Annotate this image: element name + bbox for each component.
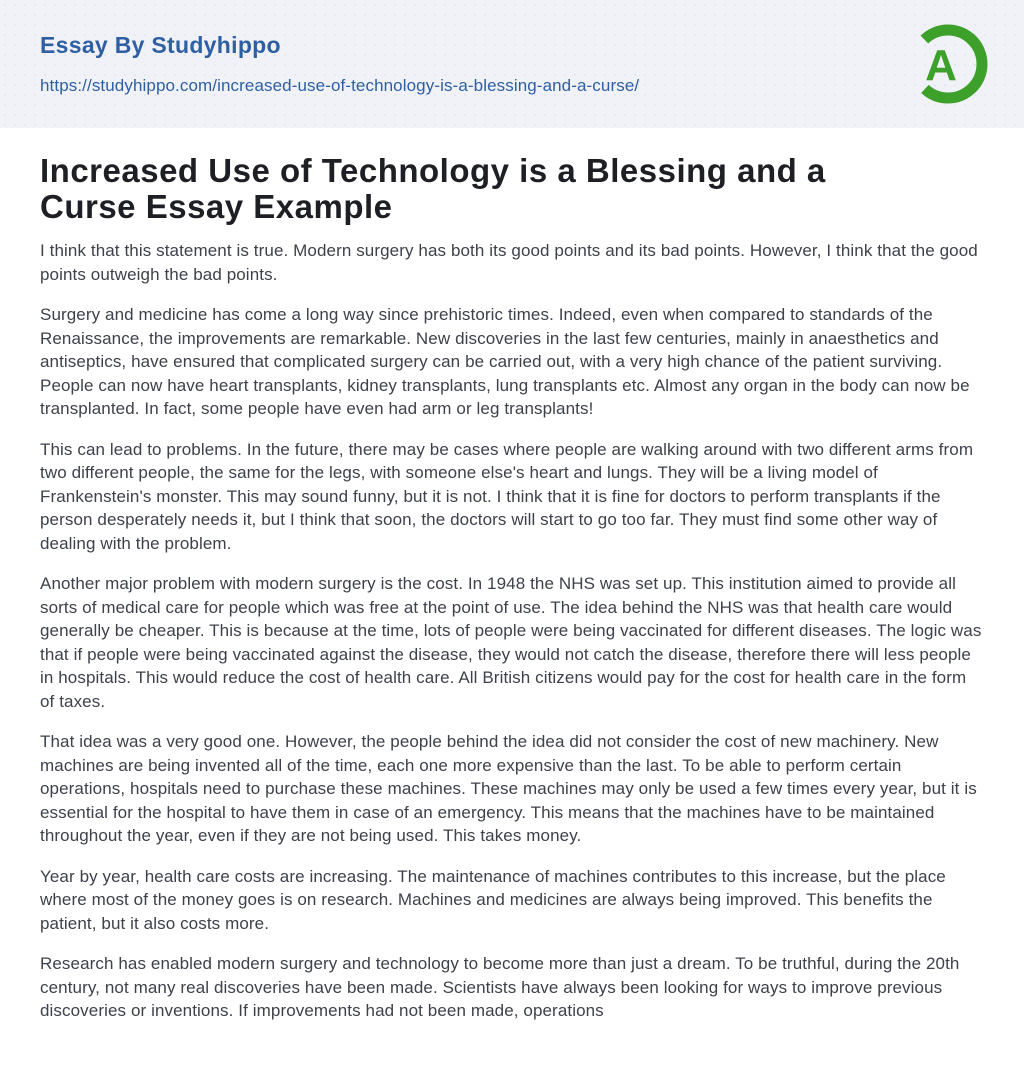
essay-paragraph-2: Surgery and medicine has come a long way since prehistoric times. Indeed, even when compared to standards of the Renaissance, the improvements are remarkable. New discoveries in the last few centuries, mainly in anaesthetics and antiseptics, have ensured that complicated surgery can be carried out, with a very high chance of the patient surviving. People can now have heart transplants, kidney transplants, lung transplants etc. Almost any organ in the body can now be transplanted. In fact, some people have even had arm or leg transplants! bbox=[40, 305, 970, 418]
essay-paragraph-4: Another major problem with modern surgery is the cost. In 1948 the NHS was set up. This institution aimed to provide all sorts of medical care for people which was free at the point of use. The idea behind the NHS was that health care would generally be cheaper. This is because at the time, lots of people were being vaccinated for different diseases. The logic was that if people were being vaccinated against the disease, they would not catch the disease, therefore there will less people in hospitals. This would reduce the cost of health care. All British citizens would pay for the cost for health care in the form of taxes. bbox=[40, 574, 982, 711]
logo-letter: A bbox=[925, 41, 957, 90]
header-text-block bbox=[40, 32, 639, 96]
essay-paragraph-5: That idea was a very good one. However, the people behind the idea did not consider the cost of new machinery. New machines are being invented all of the time, each one more expensive than the last. To be able to perform certain operations, hospitals need to purchase these machines. These machines may only be used a few times every year, but it is essential for the hospital to have them in case of an emergency. This means that the machines have to be maintained throughout the year, even if they are not being used. This takes money. bbox=[40, 732, 977, 845]
source-url-link[interactable]: https://studyhippo.com/increased-use-of-technology-is-a-blessing-and-a-curse/ bbox=[40, 76, 640, 95]
essay-paragraph-7: Research has enabled modern surgery and technology to become more than just a dream. To be truthful, during the 20th century, not many real discoveries have been made. Scientists have always been looking for ways to improve previous discoveries or inventions. If improvements had not been made, operations bbox=[40, 954, 960, 1020]
brand-title: Essay By Studyhippo bbox=[40, 32, 281, 58]
studyhippo-logo-icon[interactable] bbox=[908, 24, 988, 104]
essay-content bbox=[0, 153, 1024, 1023]
header bbox=[0, 0, 1024, 128]
essay-paragraph-6: Year by year, health care costs are increasing. The maintenance of machines contributes to this increase, but the place where most of the money goes is on research. Machines and medicines are always being improved. This benefits the patient, but it also costs more. bbox=[40, 866, 946, 933]
essay-paragraph-3: This can lead to problems. In the future, there may be cases where people are walking around with two different arms from two different people, the same for the legs, with someone else's heart and lungs. They will be a living model of Frankenstein's monster. This may sound funny, but it is not. I think that it is fine for doctors to perform transplants if the person desperately needs it, but I think that soon, the doctors will start to go too far. They must find some other way of dealing with the problem. bbox=[40, 439, 974, 553]
logo-svg bbox=[908, 24, 988, 104]
essay-paragraph-1: I think that this statement is true. Modern surgery has both its good points and its bad points. However, I think that the good points outweigh the bad points. bbox=[40, 241, 978, 284]
essay-title: Increased Use of Technology is a Blessing and a Curse Essay Example bbox=[40, 152, 826, 225]
